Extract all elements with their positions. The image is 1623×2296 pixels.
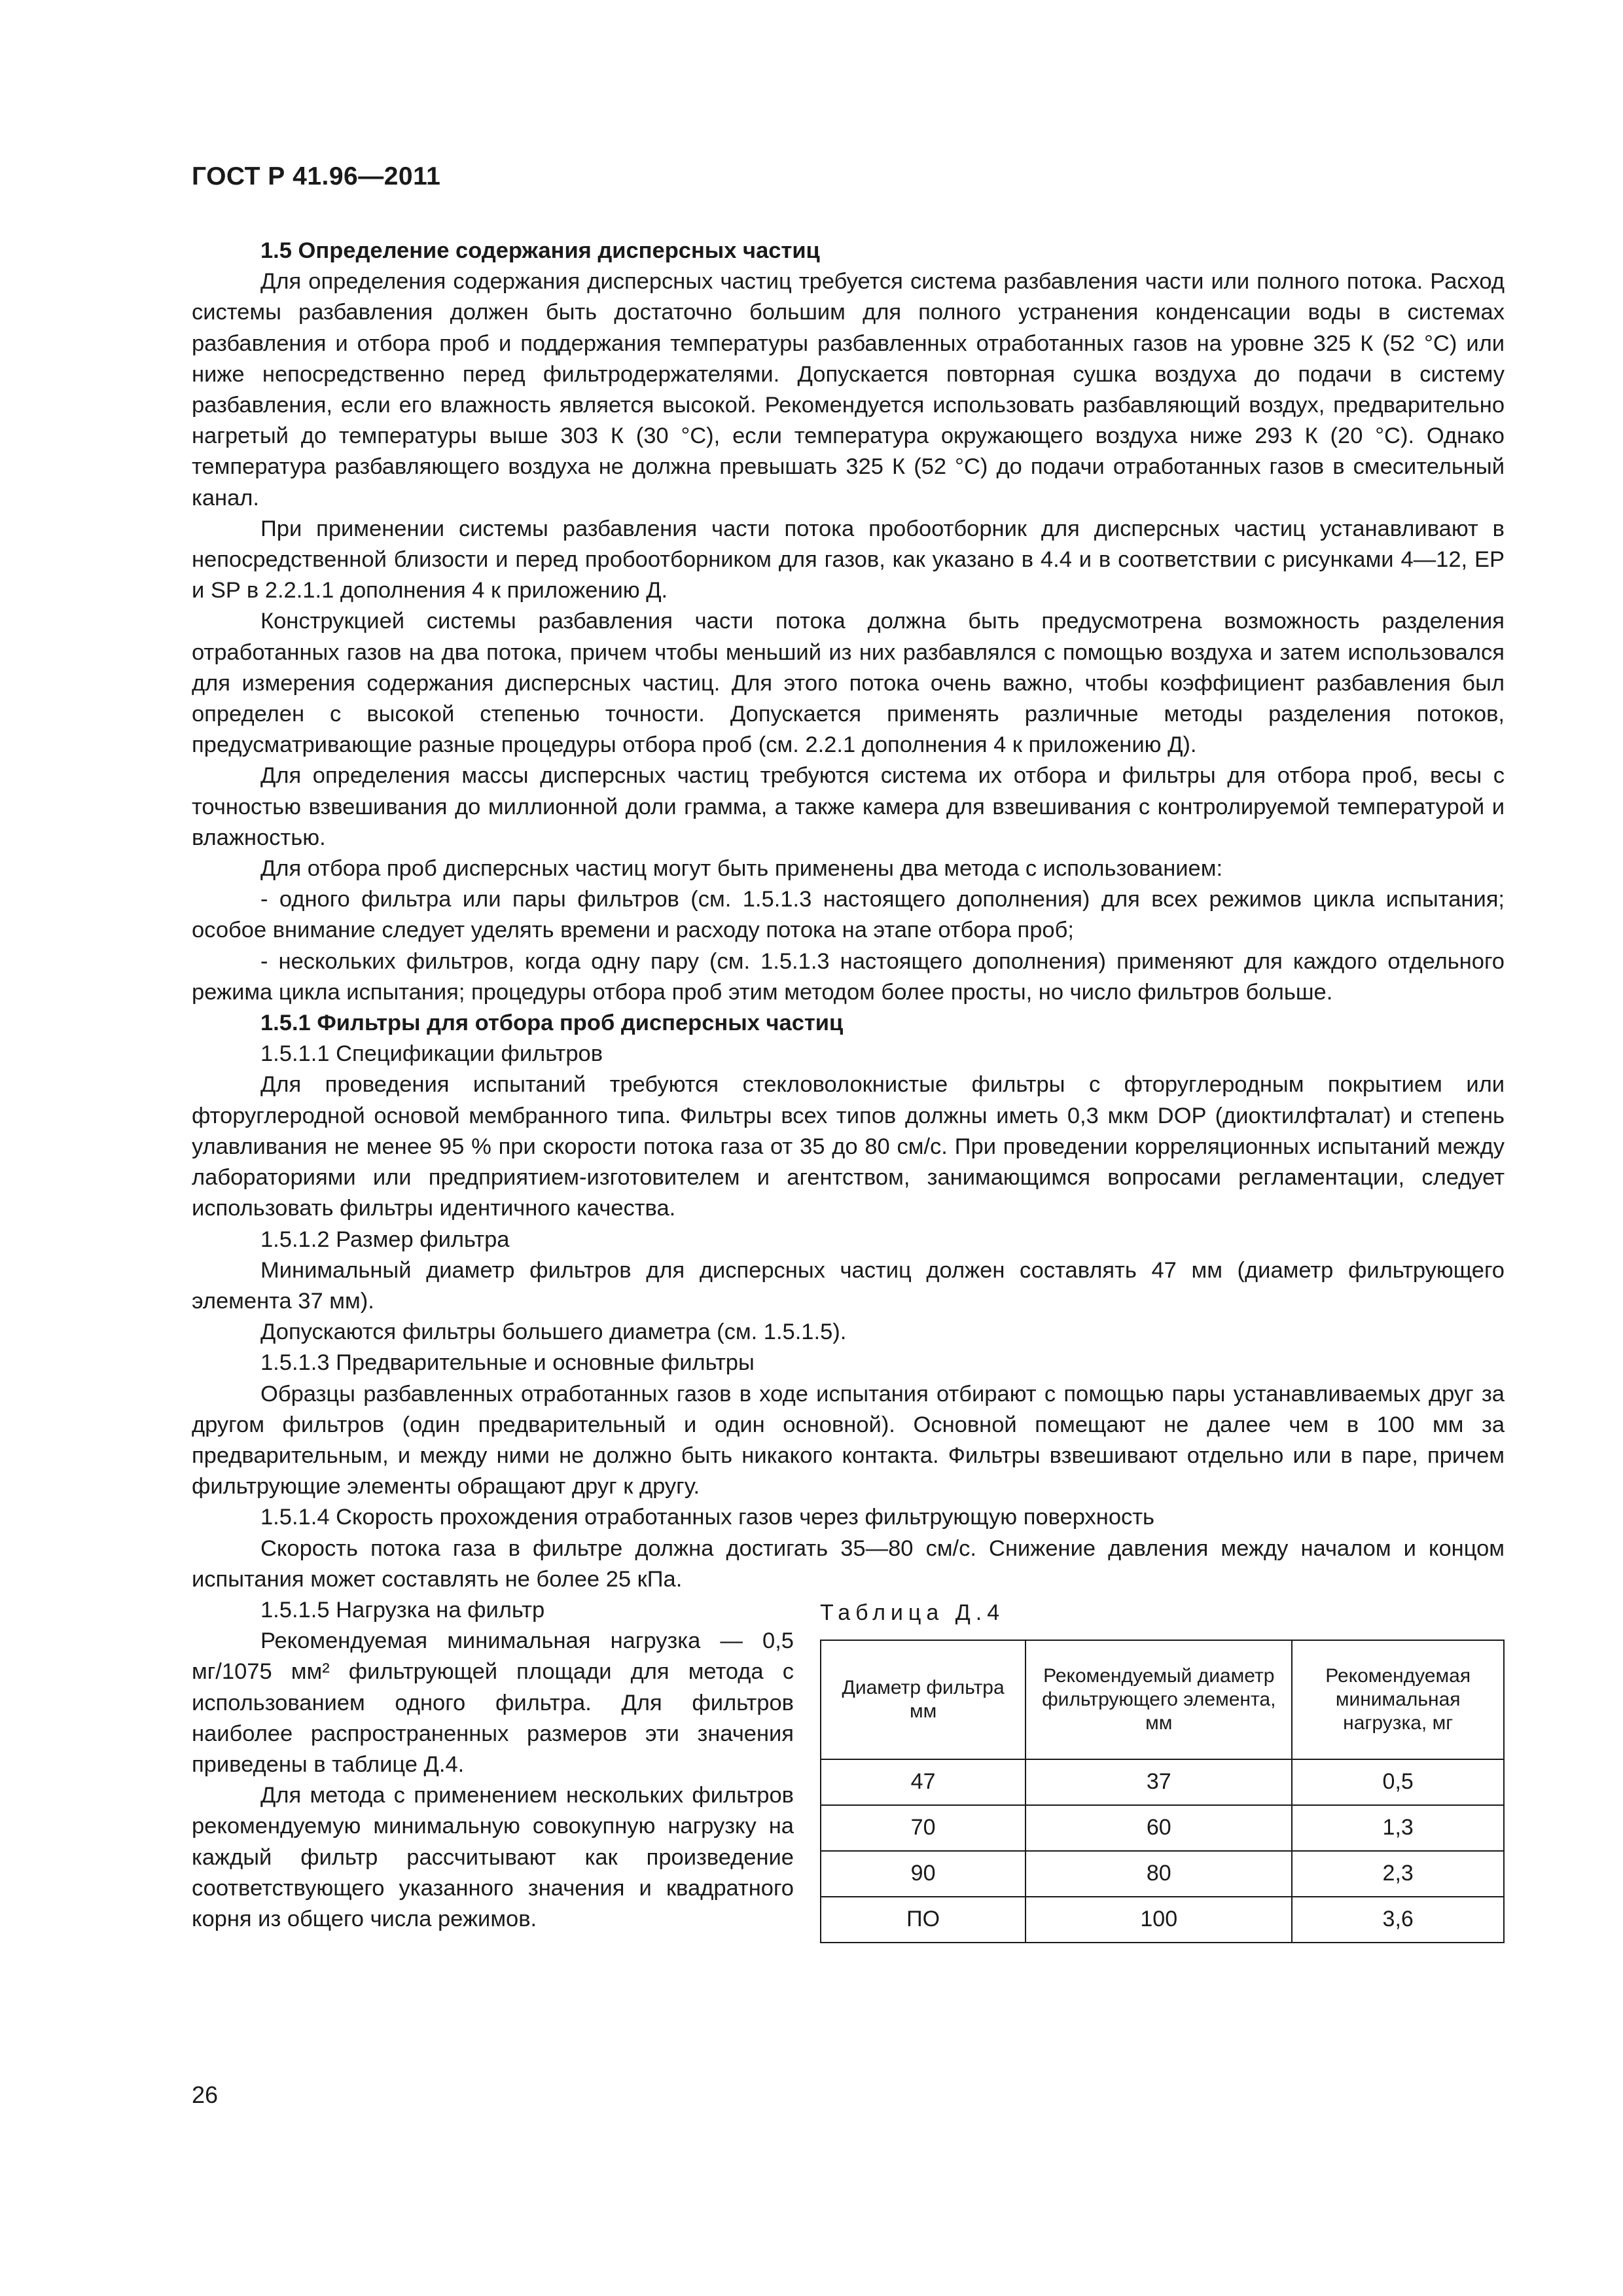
column-header: Рекомендуемый диаметр фильтрующего элемента, мм bbox=[1026, 1640, 1292, 1759]
paragraph: Скорость потока газа в фильтре должна достигать 35—80 см/с. Снижение давления между началом и концом испытания может составлять не более 25 кПа. bbox=[192, 1535, 1505, 1592]
table-cell: 47 bbox=[821, 1759, 1026, 1805]
paragraph: Образцы разбавленных отработанных газов в ходе испытания отбирают с помощью пары устанавливаемых друг за другом фильтров (один предварительный и один основной). Основной помещают не далее чем в 100 мм за предварительным, и между ними не должно быть никакого контакта. Фильтры взвешивают отдельно или в паре, причем фильтрующие элементы обращают друг к другу. bbox=[192, 1381, 1505, 1499]
subsection-heading: 1.5.1 Фильтры для отбора проб дисперсных частиц bbox=[260, 1011, 844, 1036]
column-header: Рекомендуемая минимальная нагрузка, мг bbox=[1292, 1640, 1504, 1759]
table-row bbox=[821, 1851, 1504, 1897]
paragraph: Для метода с применением нескольких фильтров рекомендуемую минимальную совокупную нагрузку на каждый фильтр рассчитывают как произведение соответствующего указанного значения и квадратного корня из общего числа режимов. bbox=[192, 1783, 794, 1931]
paragraph: При применении системы разбавления части потока пробоотборник для дисперсных частиц устанавливают в непосредственной близости и перед пробоотборником для газов, как указано в 4.4 и в соответствии с рисунками 4—12, ЕР и SP в 2.2.1.1 дополнения 4 к приложению Д. bbox=[192, 516, 1505, 603]
paragraph: Допускаются фильтры большего диаметра (см. 1.5.1.5). bbox=[260, 1319, 847, 1345]
paragraph: Для отбора проб дисперсных частиц могут быть применены два метода с использованием: bbox=[260, 856, 1223, 882]
table-cell: 2,3 bbox=[1292, 1851, 1504, 1897]
table-caption: Таблица Д.4 bbox=[820, 1600, 1005, 1625]
paragraph: Конструкцией системы разбавления части потока должна быть предусмотрена возможность разделения отработанных газов на два потока, причем чтобы меньший из них разбавлялся с помощью воздуха и затем использовался для измерения содержания дисперсных частиц. Для этого потока очень важно, чтобы коэффициент разбавления был определен с высокой степенью точности. Допускается применять различные методы разделения потоков, предусматривающие разные процедуры отбора проб (см. 2.2.1 дополнения 4 к приложению Д). bbox=[192, 609, 1505, 758]
table-row bbox=[821, 1805, 1504, 1851]
left-column bbox=[192, 1595, 794, 1935]
section-heading: 1.5 Определение содержания дисперсных частиц bbox=[260, 238, 820, 263]
paragraph: Для определения содержания дисперсных частиц требуется система разбавления части или полного потока. Расход системы разбавления должен быть достаточно большим для полного устранения конденсации воды в системах разбавления и отбора проб и поддержания температуры разбавленных отработанных газов на уровне 325 К (52 °С) или ниже непосредственно перед фильтродержателями. Допускается повторная сушка воздуха до подачи в систему разбавления, если его влажность является высокой. Рекомендуется использовать разбавляющий воздух, предварительно нагретый до температуры выше 303 К (30 °С), если температура окружающего воздуха ниже 293 К (20 °С). Однако температура разбавляющего воздуха не должна превышать 325 К (52 °С) до подачи отработанных газов в смесительный канал. bbox=[192, 269, 1505, 511]
paragraph: Для проведения испытаний требуются стекловолокнистые фильтры с фторуглеродным покрытием или фторуглеродной основой мембранного типа. Фильтры всех типов должны иметь 0,3 мкм DOP (диоктилфталат) и степень улавливания не менее 95 % при скорости потока газа от 35 до 80 см/с. При проведении корреляционных испытаний между лабораториями или предприятием-изготовителем и агентством, занимающимся вопросами регламентации, следует использовать фильтры идентичного качества. bbox=[192, 1072, 1505, 1221]
table-cell: 90 bbox=[821, 1851, 1026, 1897]
table-cell: 70 bbox=[821, 1805, 1026, 1851]
table-row bbox=[821, 1897, 1504, 1943]
clause-title: 1.5.1.1 Спецификации фильтров bbox=[260, 1041, 603, 1067]
table-block bbox=[820, 1599, 1505, 1943]
document-header: ГОСТ Р 41.96—2011 bbox=[192, 162, 441, 190]
table-cell: ПО bbox=[821, 1897, 1026, 1943]
paragraph: Минимальный диаметр фильтров для дисперсных частиц должен составлять 47 мм (диаметр фильтрующего элемента 37 мм). bbox=[192, 1257, 1505, 1314]
column-header: Диаметр фильтра мм bbox=[821, 1640, 1026, 1759]
clause-title: 1.5.1.3 Предварительные и основные фильтры bbox=[260, 1350, 755, 1376]
document-body bbox=[192, 236, 1505, 1948]
paragraph: Для определения массы дисперсных частиц требуются система их отбора и фильтры для отбора проб, весы с точностью взвешивания до миллионной доли грамма, а также камера для взвешивания с контролируемой температурой и влажностью. bbox=[192, 763, 1505, 850]
page-number: 26 bbox=[192, 2081, 219, 2108]
table-cell: 37 bbox=[1026, 1759, 1292, 1805]
paragraph: Рекомендуемая минимальная нагрузка — 0,5 мг/1075 мм² фильтрующей площади для метода с использованием одного фильтра. Для фильтров наиболее распространенных размеров эти значения приведены в таблице Д.4. bbox=[192, 1628, 794, 1777]
clause-title: 1.5.1.4 Скорость прохождения отработанных газов через фильтрующую поверхность bbox=[260, 1505, 1155, 1530]
clause-title: 1.5.1.2 Размер фильтра bbox=[260, 1227, 510, 1252]
list-item: - нескольких фильтров, когда одну пару (см. 1.5.1.3 настоящего дополнения) применяют для каждого отдельного режима цикла испытания; процедуры отбора проб этим методом более просты, но число фильтров больше. bbox=[192, 948, 1505, 1005]
clause-title: 1.5.1.5 Нагрузка на фильтр bbox=[260, 1597, 545, 1623]
lower-two-column-block bbox=[192, 1595, 1505, 1948]
list-item: - одного фильтра или пары фильтров (см. 1.5.1.3 настоящего дополнения) для всех режимов цикла испытания; особое внимание следует уделять времени и расходу потока на этапе отбора проб; bbox=[192, 887, 1505, 943]
table-cell: 3,6 bbox=[1292, 1897, 1504, 1943]
table-cell: 1,3 bbox=[1292, 1805, 1504, 1851]
table-header-row bbox=[821, 1640, 1504, 1759]
table-cell: 0,5 bbox=[1292, 1759, 1504, 1805]
table-cell: 100 bbox=[1026, 1897, 1292, 1943]
table-cell: 60 bbox=[1026, 1805, 1292, 1851]
table-cell: 80 bbox=[1026, 1851, 1292, 1897]
filter-table bbox=[820, 1640, 1505, 1943]
table-row bbox=[821, 1759, 1504, 1805]
